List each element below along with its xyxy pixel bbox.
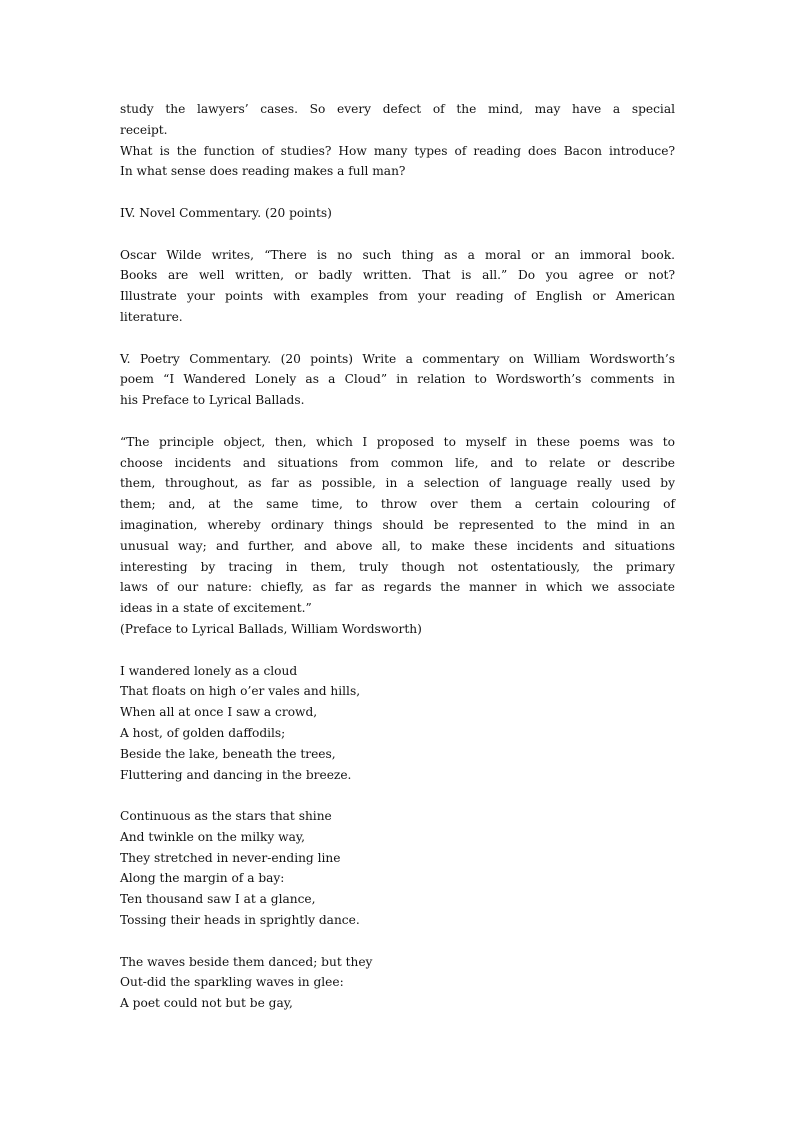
spacer <box>120 182 675 203</box>
preface-quote <box>120 432 675 640</box>
spacer <box>120 411 675 432</box>
spacer <box>120 785 675 806</box>
text-line: study the lawyers’ cases. So every defect of the mind, may have a special <box>120 102 675 116</box>
poem-line: The waves beside them danced; but they <box>120 954 373 969</box>
text-line: Illustrate your points with examples from your reading of English or American <box>120 289 675 304</box>
poem-line: A host, of golden daffodils; <box>120 725 286 740</box>
poem-stanza-3 <box>120 952 675 1014</box>
section-heading: IV. Novel Commentary. (20 points) <box>120 205 332 220</box>
section-3-tail <box>120 99 675 182</box>
section-4 <box>120 203 675 328</box>
quote-line: “The principle object, then, which I proposed to myself in these poems was to <box>120 434 675 449</box>
poem-line: I wandered lonely as a cloud <box>120 663 298 678</box>
text-line: literature. <box>120 309 183 324</box>
quote-line: unusual way; and further, and above all, to make these incidents and situations <box>120 538 675 553</box>
document-page <box>120 99 675 1014</box>
poem-line: And twinkle on the milky way, <box>120 829 306 844</box>
poem-line: That floats on high o’er vales and hills, <box>120 684 361 699</box>
quote-line: them, throughout, as far as possible, in a selection of language really used by <box>120 476 675 491</box>
quote-line: interesting by tracing in them, truly though not ostentatiously, the primary <box>120 559 675 574</box>
poem-line: Ten thousand saw I at a glance, <box>120 892 316 907</box>
spacer <box>120 931 675 952</box>
quote-line: ideas in a state of excitement.” <box>120 601 312 616</box>
text-line: his Preface to Lyrical Ballads. <box>120 393 305 408</box>
poem-line: When all at once I saw a crowd, <box>120 705 318 720</box>
poem-stanza-2 <box>120 806 675 931</box>
text-line: What is the function of studies? How many types of reading does Bacon introduce? <box>120 143 675 158</box>
poem-line: Continuous as the stars that shine <box>120 809 332 824</box>
poem-line: A poet could not but be gay, <box>120 996 293 1011</box>
text-line: receipt. <box>120 122 168 137</box>
text-line: Books are well written, or badly written. That is all.” Do you agree or not? <box>120 268 675 283</box>
poem-line: Fluttering and dancing in the breeze. <box>120 767 352 782</box>
poem-line: Out-did the sparkling waves in glee: <box>120 975 344 990</box>
spacer <box>120 640 675 661</box>
poem-stanza-1 <box>120 661 675 786</box>
poem-line: They stretched in never-ending line <box>120 850 341 865</box>
spacer <box>120 328 675 349</box>
poem-line: Along the margin of a bay: <box>120 871 285 886</box>
quote-line: imagination, whereby ordinary things should be represented to the mind in an <box>120 517 675 532</box>
text-line: poem “I Wandered Lonely as a Cloud” in relation to Wordsworth’s comments in <box>120 372 675 387</box>
spacer <box>120 224 675 245</box>
poem-line: Beside the lake, beneath the trees, <box>120 746 336 761</box>
quote-line: choose incidents and situations from common life, and to relate or describe <box>120 455 675 470</box>
section-heading: V. Poetry Commentary. (20 points) Write a commentary on William Wordsworth’s <box>120 351 675 366</box>
poem-line: Tossing their heads in sprightly dance. <box>120 913 360 928</box>
quote-source: (Preface to Lyrical Ballads, William Wordsworth) <box>120 621 422 636</box>
quote-line: laws of our nature: chiefly, as far as regards the manner in which we associate <box>120 580 675 595</box>
quote-line: them; and, at the same time, to throw over them a certain colouring of <box>120 497 675 512</box>
text-line: Oscar Wilde writes, “There is no such thing as a moral or an immoral book. <box>120 247 675 262</box>
section-5 <box>120 349 675 411</box>
text-line: In what sense does reading makes a full man? <box>120 164 406 179</box>
